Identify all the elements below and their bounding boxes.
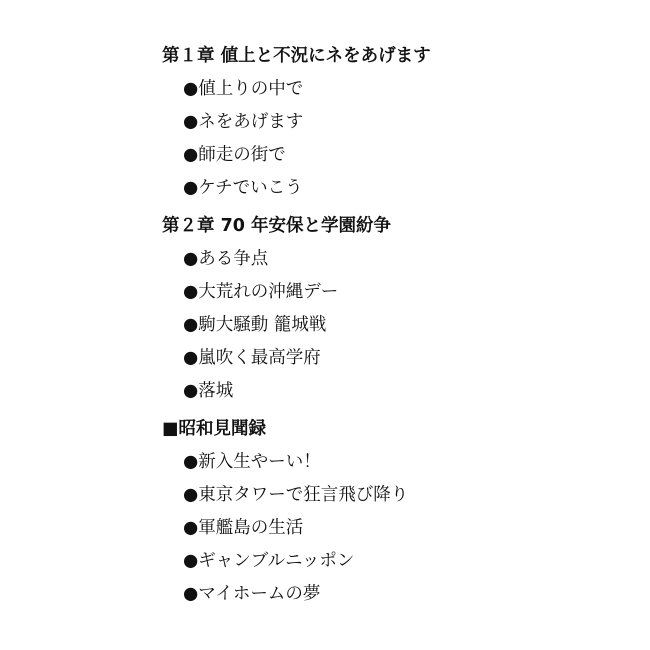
chapter-heading: 第１章 値上と不況にネをあげます xyxy=(162,46,431,66)
section-showa-kenbunroku xyxy=(162,413,632,611)
section-chapter-2 xyxy=(162,210,632,408)
list-item: ●師走の街で xyxy=(183,145,286,165)
chapter-heading: 第２章 70 年安保と学園紛争 xyxy=(162,216,392,236)
list-item: ●ある争点 xyxy=(183,249,269,269)
chapter-heading: ■昭和見聞録 xyxy=(162,419,267,439)
list-item: ●ギャンブルニッポン xyxy=(183,551,355,571)
list-item: ●マイホームの夢 xyxy=(183,584,321,604)
list-item: ●ケチでいこう xyxy=(183,178,303,198)
list-item: ●嵐吹く最高学府 xyxy=(183,348,321,368)
list-item: ●ネをあげます xyxy=(183,112,304,132)
table-of-contents xyxy=(162,40,632,611)
list-item: ●大荒れの沖縄デー xyxy=(183,282,339,302)
section-chapter-1 xyxy=(162,40,632,205)
list-item: ●新入生やーい！ xyxy=(183,452,321,472)
list-item: ●値上りの中で xyxy=(183,79,304,99)
list-item: ●落城 xyxy=(183,381,234,401)
list-item: ●駒大騒動 籠城戦 xyxy=(183,315,327,335)
list-item: ●軍艦島の生活 xyxy=(183,518,304,538)
list-item: ●東京タワーで狂言飛び降り xyxy=(183,485,409,505)
